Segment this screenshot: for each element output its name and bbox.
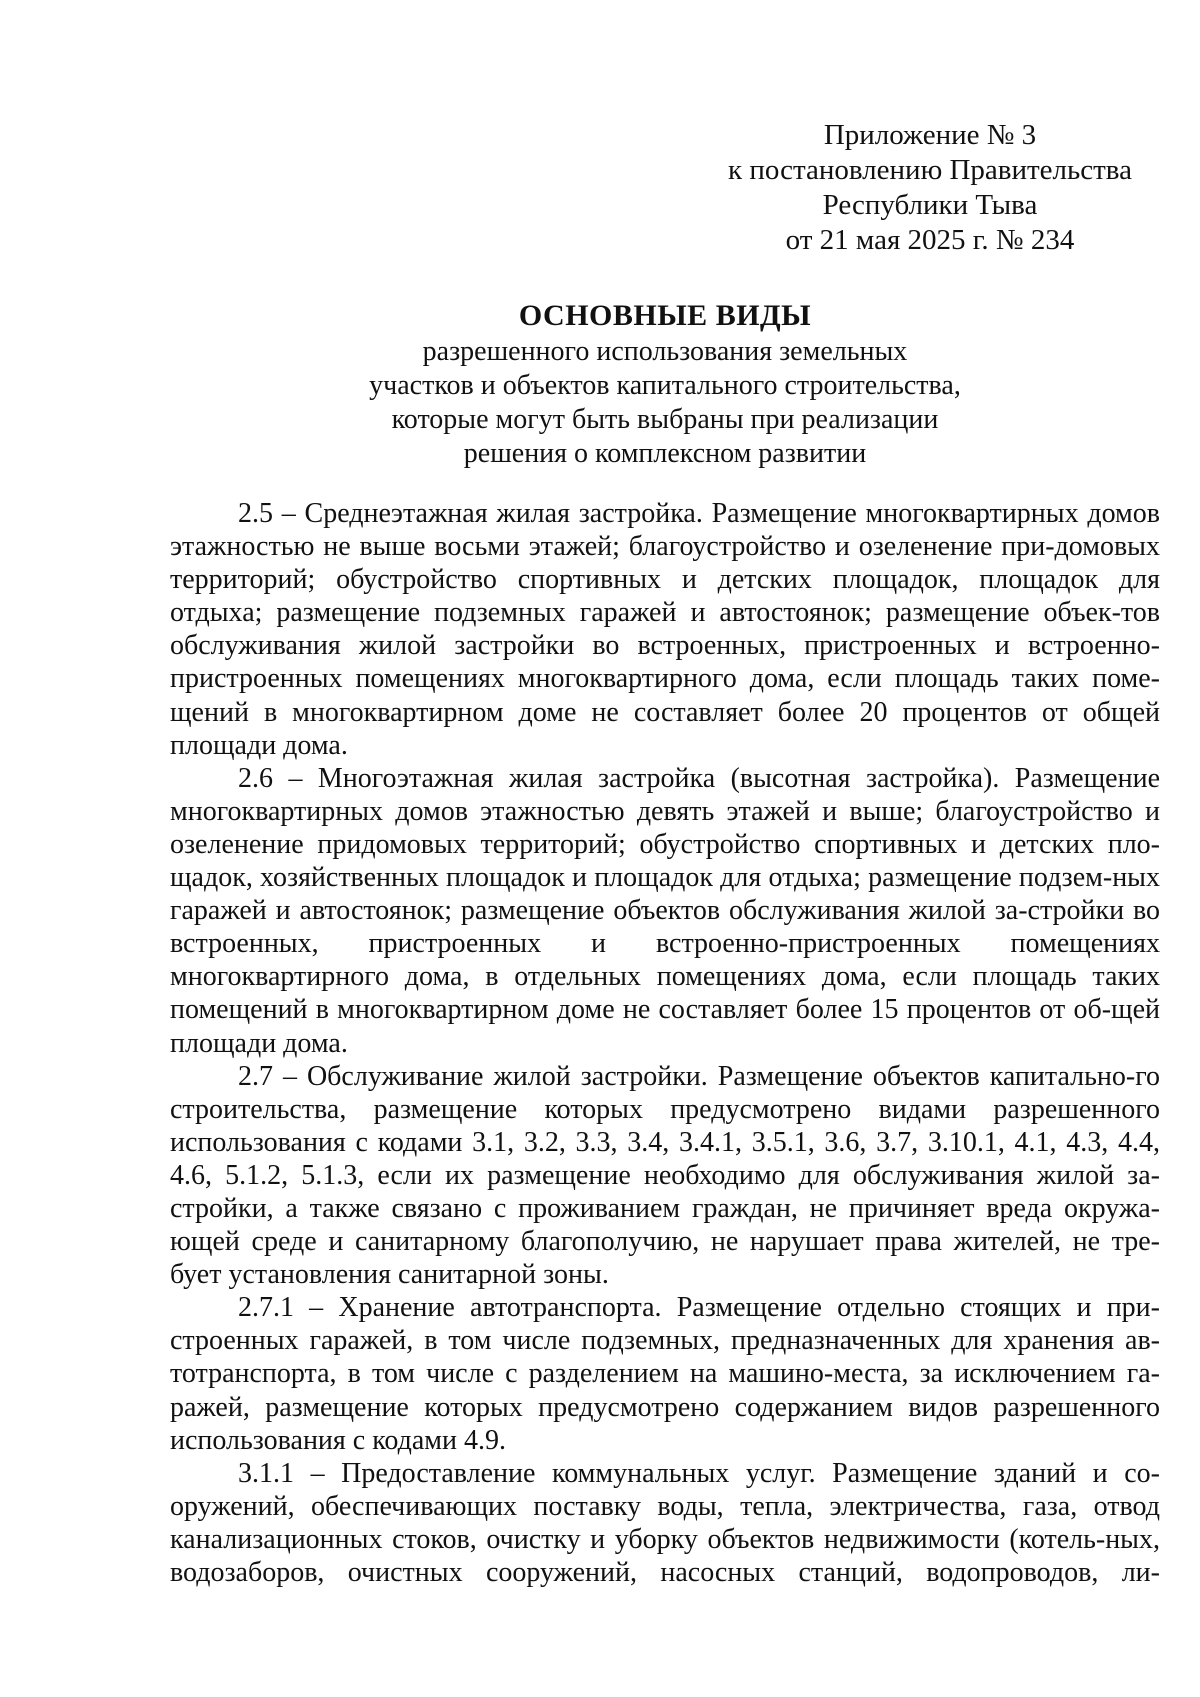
appendix-resolution-ref: к постановлению Правительства bbox=[728, 154, 1132, 186]
paragraph-2-5: 2.5 – Среднеэтажная жилая застройка. Размещение многоквартирных домов этажностью не выше восьми этажей; благоустройство и озеленение при-домовых территорий; обустройство спортивных и детских площадок, площадок для отдыха; размещение подземных гаражей и автостоянок; размещение объек-тов обслуживания жилой застройки во встроенных, пристроенных и встроенно-пристроенных помещениях многоквартирного дома, если площадь таких поме-щений в многоквартирном доме не составляет более 20 процентов от общей площади дома. bbox=[170, 498, 1160, 761]
subtitle-line: решения о комплексном развитии bbox=[463, 438, 867, 469]
title-block bbox=[170, 297, 1160, 471]
paragraph-2-6: 2.6 – Многоэтажная жилая застройка (высотная застройка). Размещение многоквартирных домов этажностью девять этажей и выше; благоустройство и озеленение придомовых территорий; обустройство спортивных и детских пло-щадок, хозяйственных площадок и площадок для отдыха; размещение подзем-ных гаражей и автостоянок; размещение объектов обслуживания жилой за-стройки во встроенных, пристроенных и встроенно-пристроенных помещениях многоквартирного дома, в отдельных помещениях дома, если площадь таких помещений в многоквартирном доме не составляет более 15 процентов от об-щей площади дома. bbox=[170, 762, 1160, 1059]
appendix-republic: Республики Тыва bbox=[822, 189, 1038, 221]
document-body bbox=[170, 497, 1160, 1589]
subtitle-line: разрешенного использования земельных bbox=[422, 336, 908, 367]
subtitle-line: участков и объектов капитального строительства, bbox=[369, 370, 961, 401]
appendix-number: Приложение № 3 bbox=[823, 119, 1037, 151]
subtitle-line: которые могут быть выбраны при реализации bbox=[391, 404, 939, 435]
paragraph-2-7-1: 2.7.1 – Хранение автотранспорта. Размещение отдельно стоящих и при-строенных гаражей, в том числе подземных, предназначенных для хранения ав-тотранспорта, в том числе с разделением на машино-места, за исключением га-ражей, размещение которых предусмотрено содержанием видов разрешенного использования с кодами 4.9. bbox=[170, 1292, 1160, 1456]
appendix-header bbox=[700, 118, 1160, 258]
paragraph-2-7: 2.7 – Обслуживание жилой застройки. Размещение объектов капитально-го строительства, размещение которых предусмотрено видами разрешенного использования с кодами 3.1, 3.2, 3.3, 3.4, 3.4.1, 3.5.1, 3.6, 3.7, 3.10.1, 4.1, 4.3, 4.4, 4.6, 5.1.2, 5.1.3, если их размещение необходимо для обслуживания жилой за-стройки, а также связано с проживанием граждан, не причиняет вреда окружа-ющей среде и санитарному благополучию, не нарушает права жителей, не тре-бует установления санитарной зоны. bbox=[170, 1060, 1160, 1291]
document-subtitle bbox=[170, 335, 1160, 471]
document-title: ОСНОВНЫЕ ВИДЫ bbox=[518, 299, 812, 332]
appendix-date: от 21 мая 2025 г. № 234 bbox=[785, 224, 1075, 256]
paragraph-3-1-1: 3.1.1 – Предоставление коммунальных услуг. Размещение зданий и со-оружений, обеспечивающих поставку воды, тепла, электричества, газа, отвод канализационных стоков, очистку и уборку объектов недвижимости (котель-ных, водозаборов, очистных сооружений, насосных станций, водопроводов, ли- bbox=[170, 1457, 1160, 1588]
